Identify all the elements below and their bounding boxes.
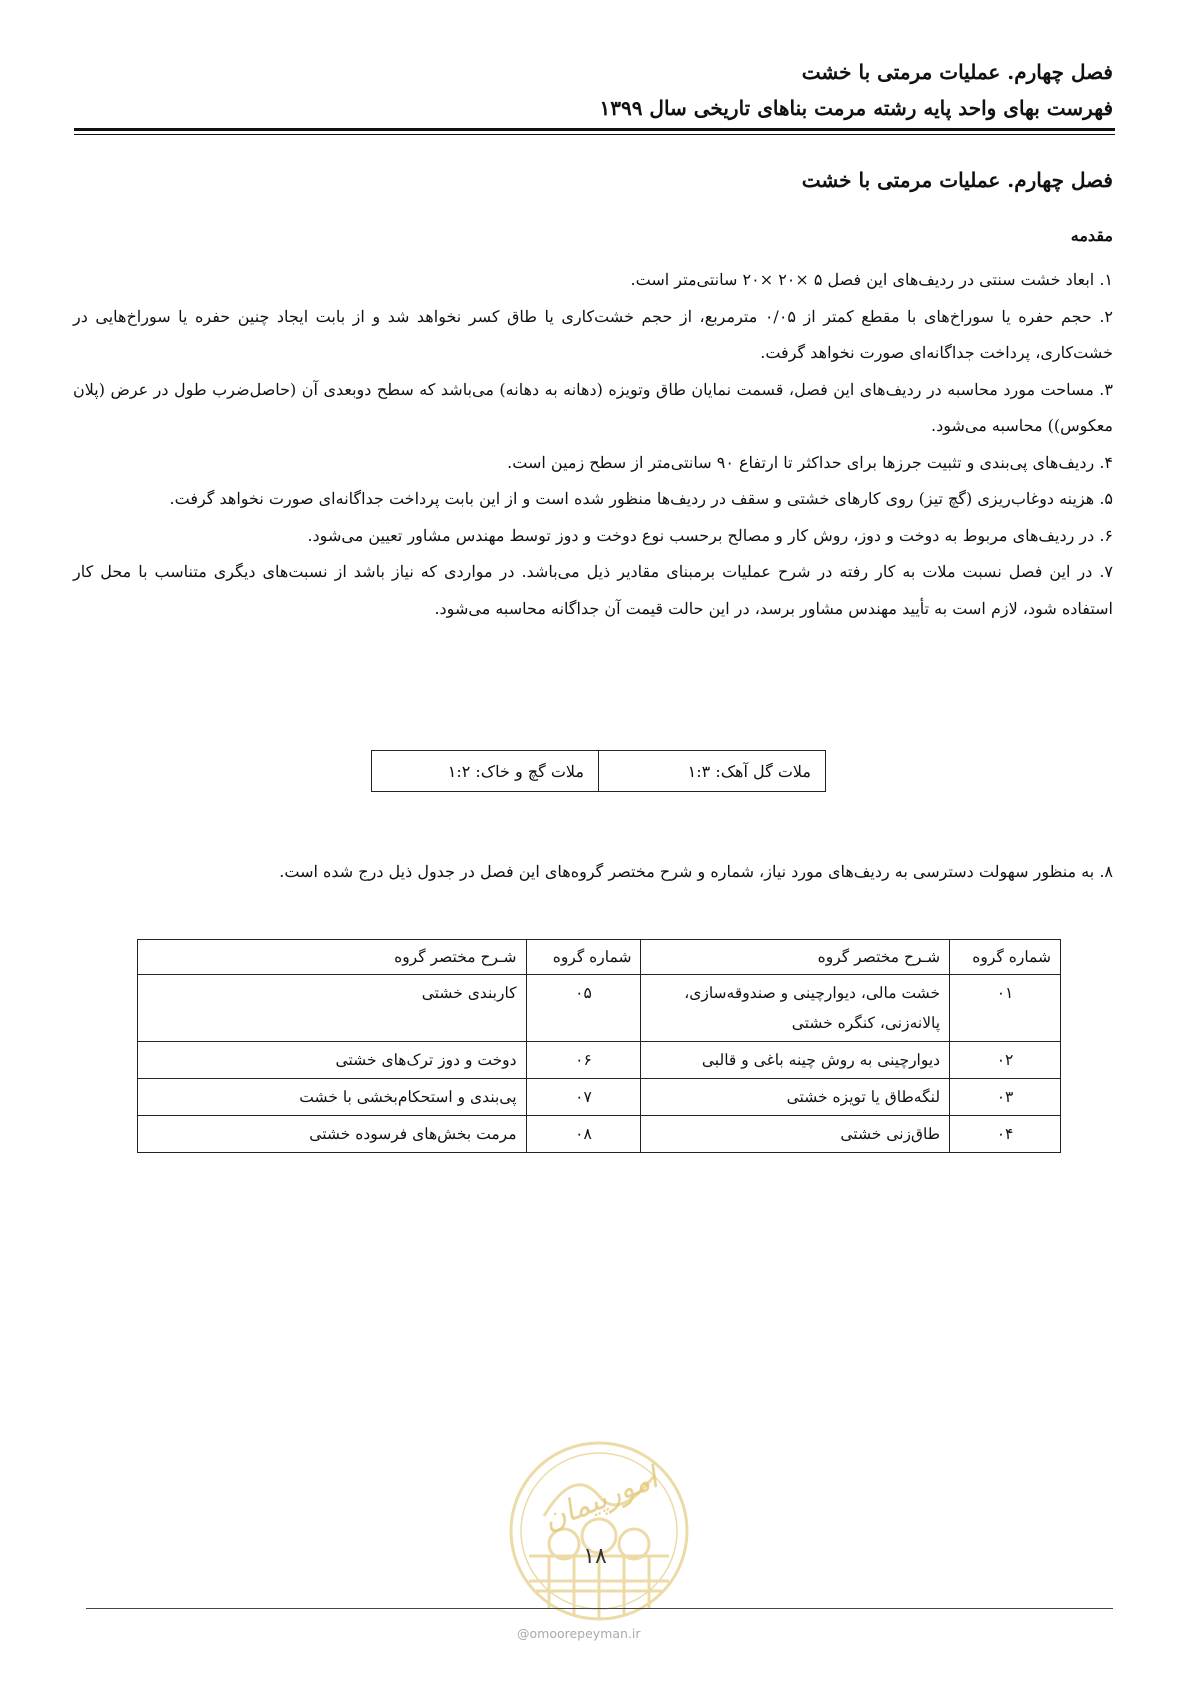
- intro-item-7: ۷. در این فصل نسبت ملات به کار رفته در شرح عملیات برمبنای مقادیر ذیل می‌باشد. در مواردی که نیاز باشد از نسبت‌های دیگری متناسب با محل کار استفاده شود، لازم است به تأیید مهندس مشاور برسد، در این حالت قیمت آن جداگانه محاسبه می‌شود.: [73, 562, 1113, 618]
- mortar-ratio-cell: [372, 751, 599, 791]
- intro-item-4: ۴. ردیف‌های پی‌بندی و تثبیت جرزها برای حداکثر تا ارتفاع ۹۰ سانتی‌متر از سطح زمین است.: [507, 452, 1113, 472]
- header-rule-thick: [74, 128, 1115, 131]
- intro-item-2: ۲. حجم حفره یا سوراخ‌های با مقطع کمتر از ۰/۰۵ مترمربع، از حجم خشت‌کاری یا طاق کسر نخواهد شد و از بابت ایجاد چنین حفره یا سوراخ‌هایی در خشت‌کاری، پرداخت جداگانه‌ای صورت نخواهد گرفت.: [73, 306, 1114, 362]
- header-chapter: فصل چهارم. عملیات مرمتی با خشت: [801, 60, 1113, 84]
- column-header-group-description: شـرح مختصر گروه: [641, 940, 950, 975]
- mortar-ratio-value: ۱:۲: [447, 761, 471, 781]
- mortar-ratio-label: ملات گچ و خاک:: [475, 761, 584, 781]
- watermark-website: @omoorepeyman.ir: [517, 1626, 641, 1641]
- table-row: [138, 1116, 1061, 1153]
- table-header-row: [138, 940, 1061, 975]
- group-number: ۰۴: [950, 1116, 1061, 1153]
- page-number: ۱۸: [583, 1544, 607, 1569]
- group-description: طاق‌زنی خشتی: [641, 1116, 950, 1153]
- column-header-group-number: شماره گروه: [526, 940, 641, 975]
- group-description: دوخت و دوز ترک‌های خشتی: [138, 1042, 527, 1079]
- footer-rule: [86, 1608, 1113, 1609]
- watermark-logo-text: امورپیمان: [538, 1460, 663, 1538]
- intro-heading: مقدمه: [1070, 226, 1113, 245]
- group-description: مرمت بخش‌های فرسوده خشتی: [138, 1116, 527, 1153]
- intro-item-8: ۸. به منظور سهولت دسترسی به ردیف‌های مورد نیاز، شماره و شرح مختصر گروه‌های این فصل در جدول ذیل درج شده است.: [279, 862, 1113, 881]
- watermark-logo-icon: [504, 1436, 694, 1626]
- mortar-ratio-label: ملات گل آهک:: [715, 761, 811, 781]
- group-number: ۰۲: [950, 1042, 1061, 1079]
- column-header-group-description: شـرح مختصر گروه: [138, 940, 527, 975]
- header-catalog-title: فهرست بهای واحد پایه رشته مرمت بناهای تاریخی سال ۱۳۹۹: [599, 96, 1113, 120]
- group-number: ۰۶: [526, 1042, 641, 1079]
- group-description: کاربندی خشتی: [138, 975, 527, 1042]
- column-header-group-number: شماره گروه: [950, 940, 1061, 975]
- group-number: ۰۸: [526, 1116, 641, 1153]
- intro-item-5: ۵. هزینه دوغاب‌ریزی (گچ تیز) روی کارهای خشتی و سقف در ردیف‌ها منظور شده است و از این بابت پرداخت جداگانه‌ای صورت نخواهد گرفت.: [169, 489, 1113, 508]
- group-description: خشت مالی، دیوارچینی و صندوقه‌سازی، پالانه‌زنی، کنگره خشتی: [641, 975, 950, 1042]
- mortar-ratio-table: [371, 750, 826, 792]
- group-number: ۰۱: [950, 975, 1061, 1042]
- mortar-ratio-value: ۱:۳: [687, 761, 711, 781]
- group-number: ۰۵: [526, 975, 641, 1042]
- group-description: دیوارچینی به روش چینه باغی و قالبی: [641, 1042, 950, 1079]
- table-row: [138, 975, 1061, 1042]
- intro-item-1: ۱. ابعاد خشت سنتی در ردیف‌های این فصل ۵ ×۲۰ ×۲۰ سانتی‌متر است.: [630, 270, 1113, 289]
- intro-items: [73, 262, 1113, 627]
- group-number: ۰۷: [526, 1079, 641, 1116]
- group-description: پی‌بندی و استحکام‌بخشی با خشت: [138, 1079, 527, 1116]
- table-row: [138, 1042, 1061, 1079]
- groups-table: [137, 939, 1061, 1153]
- group-number: ۰۳: [950, 1079, 1061, 1116]
- chapter-title: فصل چهارم. عملیات مرمتی با خشت: [801, 168, 1113, 192]
- intro-item-6: ۶. در ردیف‌های مربوط به دوخت و دوز، روش کار و مصالح برحسب نوع دوخت و دوز توسط مهندس مشاور تعیین می‌شود.: [307, 525, 1113, 545]
- mortar-ratio-cell: [599, 751, 825, 791]
- table-row: [138, 1079, 1061, 1116]
- header-rule-thin: [74, 134, 1115, 135]
- intro-item-3: ۳. مساحت مورد محاسبه در ردیف‌های این فصل، قسمت نمایان طاق وتویزه (دهانه به دهانه) می‌باشد که سطح دوبعدی آن (حاصل‌ضرب طول در عرض (پلان معکوس)) محاسبه می‌شود.: [73, 379, 1113, 435]
- group-description: لنگه‌طاق یا تویزه خشتی: [641, 1079, 950, 1116]
